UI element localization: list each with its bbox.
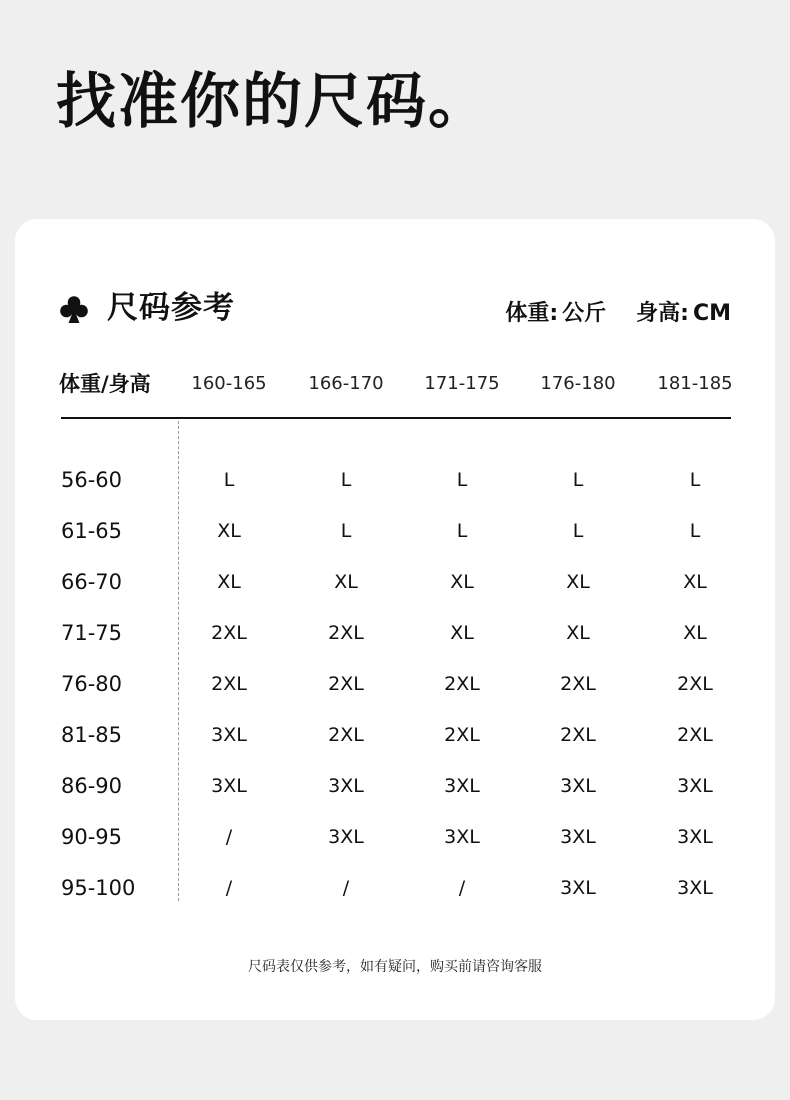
table-cell: XL: [566, 571, 590, 593]
table-cell: 3XL: [444, 826, 480, 848]
page-title: 找准你的尺码。: [56, 67, 490, 137]
table-cell: XL: [566, 622, 590, 644]
card-header: [59, 290, 235, 326]
table-cell: /: [342, 877, 350, 899]
row-label: 90-95: [61, 825, 123, 849]
card-title: 尺码参考: [107, 290, 235, 326]
row-label: 86-90: [61, 774, 123, 798]
table-row: [15, 557, 775, 608]
table-row: [15, 812, 775, 863]
column-header: 171-175: [424, 373, 500, 394]
table-cell: 2XL: [444, 673, 480, 695]
corner-label: 体重/身高: [59, 372, 151, 396]
row-label: 81-85: [61, 723, 123, 747]
table-cell: /: [225, 826, 233, 848]
table-cell: L: [572, 520, 584, 542]
table-cell: 2XL: [328, 673, 364, 695]
table-row: [15, 455, 775, 506]
table-cell: 2XL: [677, 673, 713, 695]
column-header: 181-185: [657, 373, 733, 394]
height-unit: [636, 303, 731, 325]
row-label: 56-60: [61, 468, 123, 492]
table-cell: XL: [450, 571, 474, 593]
table-cell: L: [340, 469, 352, 491]
weight-unit-value: 公斤: [562, 301, 607, 326]
table-cell: L: [689, 520, 701, 542]
table-cell: 2XL: [560, 673, 596, 695]
table-cell: 3XL: [677, 775, 713, 797]
height-unit-label: 身高:: [636, 301, 689, 326]
table-row: [15, 659, 775, 710]
table-cell: L: [689, 469, 701, 491]
table-row: [15, 863, 775, 914]
table-cell: L: [456, 520, 468, 542]
row-label: 76-80: [61, 672, 123, 696]
table-cell: XL: [217, 520, 241, 542]
row-label: 95-100: [61, 876, 136, 900]
table-cell: 3XL: [444, 775, 480, 797]
table-cell: 2XL: [211, 622, 247, 644]
table-cell: XL: [683, 622, 707, 644]
table-row: [15, 608, 775, 659]
footnote: 尺码表仅供参考，如有疑问，购买前请咨询客服: [248, 959, 542, 975]
table-cell: L: [456, 469, 468, 491]
table-cell: 2XL: [444, 724, 480, 746]
table-cell: 2XL: [211, 673, 247, 695]
table-cell: 2XL: [328, 622, 364, 644]
table-row: [15, 761, 775, 812]
column-header: 166-170: [308, 373, 384, 394]
table-cell: 3XL: [211, 775, 247, 797]
table-cell: 2XL: [560, 724, 596, 746]
weight-unit: [505, 303, 606, 325]
table-cell: XL: [450, 622, 474, 644]
row-label: 61-65: [61, 519, 123, 543]
weight-unit-label: 体重:: [505, 301, 559, 326]
table-header: [15, 369, 775, 399]
row-label: 71-75: [61, 621, 123, 645]
table-cell: 2XL: [328, 724, 364, 746]
column-header: 160-165: [191, 373, 267, 394]
table-cell: 3XL: [677, 826, 713, 848]
table-cell: 3XL: [211, 724, 247, 746]
units-legend: [505, 303, 731, 325]
table-cell: 3XL: [328, 826, 364, 848]
table-cell: 3XL: [560, 775, 596, 797]
table-cell: L: [572, 469, 584, 491]
size-chart-card: [15, 219, 775, 1020]
table-row: [15, 710, 775, 761]
table-cell: /: [225, 877, 233, 899]
column-header: 176-180: [540, 373, 616, 394]
table-cell: L: [340, 520, 352, 542]
table-cell: L: [223, 469, 235, 491]
table-cell: 3XL: [560, 877, 596, 899]
table-cell: /: [458, 877, 466, 899]
height-unit-value: CM: [692, 301, 731, 326]
table-cell: XL: [334, 571, 358, 593]
table-cell: 3XL: [677, 877, 713, 899]
table-body: [15, 455, 775, 914]
club-icon: [59, 294, 89, 324]
table-cell: XL: [683, 571, 707, 593]
table-cell: XL: [217, 571, 241, 593]
table-cell: 2XL: [677, 724, 713, 746]
table-row: [15, 506, 775, 557]
table-cell: 3XL: [560, 826, 596, 848]
header-divider: [61, 417, 731, 419]
table-cell: 3XL: [328, 775, 364, 797]
row-label: 66-70: [61, 570, 123, 594]
